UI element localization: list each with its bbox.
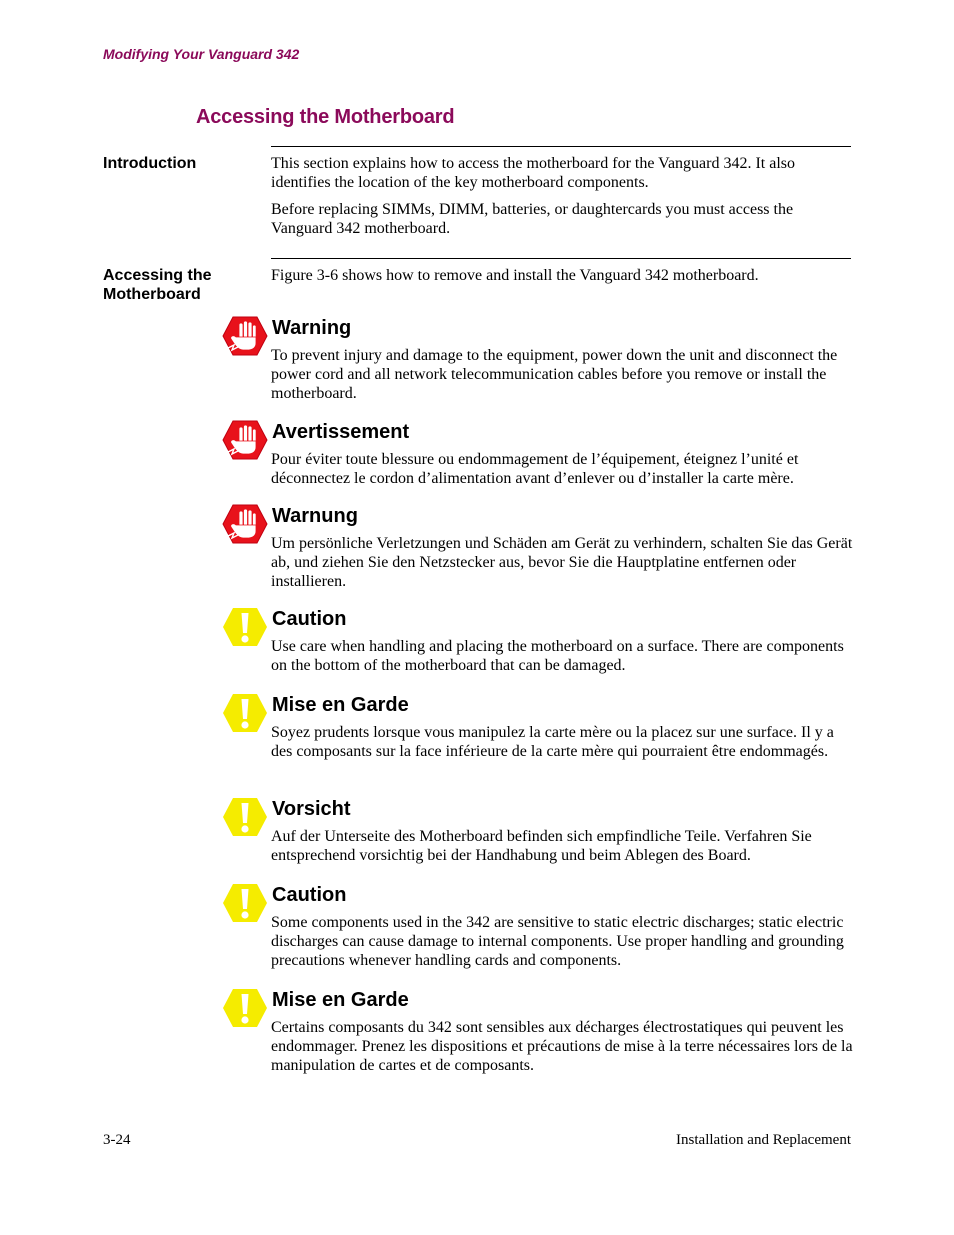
exclamation-caution-icon [222,606,268,648]
notice-title: Vorsicht [272,798,351,820]
notice-title: Mise en Garde [272,989,409,1011]
exclamation-caution-icon [222,692,268,734]
running-head: Modifying Your Vanguard 342 [103,46,300,62]
notice-text: Some components used in the 342 are sensitive to static electric discharges; static electric discharges can cause damage to internal components. Use proper handling and grounding precautions whenever handling cards and components. [271,914,844,969]
introduction-body [271,154,853,246]
notice-title: Mise en Garde [272,694,409,716]
accessing-label-line2: Motherboard [103,286,201,303]
notice-title: Warning [272,317,352,339]
divider-rule [271,146,851,147]
notice-title: Caution [272,884,347,906]
section-title: Accessing the Motherboard [196,106,455,128]
notice-title: Caution [272,608,347,630]
exclamation-caution-icon [222,796,268,838]
introduction-label: Introduction [103,155,197,172]
notice-text: Pour éviter toute blessure ou endommagement de l’équipement, éteignez l’unité et déconnectez le cordon d’alimentation avant d’enlever ou d’installer la carte mère. [271,451,799,487]
accessing-label [103,266,253,304]
notice-title: Warnung [272,505,358,527]
notice-text: Certains composants du 342 sont sensibles aux décharges électrostatiques qui peuvent les endommager. Prenez les dispositions et précautions de mise à la terre nécessaires lors de la manipulation de cartes et de composants. [271,1019,853,1074]
introduction-paragraph: Before replacing SIMMs, DIMM, batteries, or daughtercards you must access the Vanguard 342 motherboard. [271,201,794,237]
notice-text: To prevent injury and damage to the equipment, power down the unit and disconnect the power cord and all network telecommunication cables before you remove or install the motherboard. [271,347,838,402]
notice-text: Auf der Unterseite des Motherboard befinden sich empfindliche Teile. Verfahren Sie entsprechend vorsichtig bei der Handhabung und beim Ablegen des Board. [271,828,812,864]
accessing-label-line1: Accessing the [103,267,212,284]
notice-text: Soyez prudents lorsque vous manipulez la carte mère ou la placez sur une surface. Il y a des composants sur la face inférieure de la carte mère qui pourraient être endommagés. [271,724,834,760]
divider-rule [271,258,851,259]
hand-warning-icon [222,419,268,461]
notice-title: Avertissement [272,421,410,443]
chapter-title: Installation and Replacement [676,1132,851,1148]
hand-warning-icon [222,503,268,545]
notice-text: Um persönliche Verletzungen und Schäden am Gerät zu verhindern, schalten Sie das Gerät ab, und ziehen Sie den Netzstecker aus, bevor Sie die Hauptplatine entfernen oder installieren. [271,535,853,590]
hand-warning-icon [222,315,268,357]
page-number: 3-24 [103,1132,131,1148]
exclamation-caution-icon [222,987,268,1029]
exclamation-caution-icon [222,882,268,924]
introduction-paragraph: This section explains how to access the motherboard for the Vanguard 342. It also identifies the location of the key motherboard components. [271,155,796,191]
notice-text: Use care when handling and placing the motherboard on a surface. There are components on the bottom of the motherboard that can be damaged. [271,638,844,674]
accessing-body: Figure 3-6 shows how to remove and install the Vanguard 342 motherboard. [271,267,759,284]
